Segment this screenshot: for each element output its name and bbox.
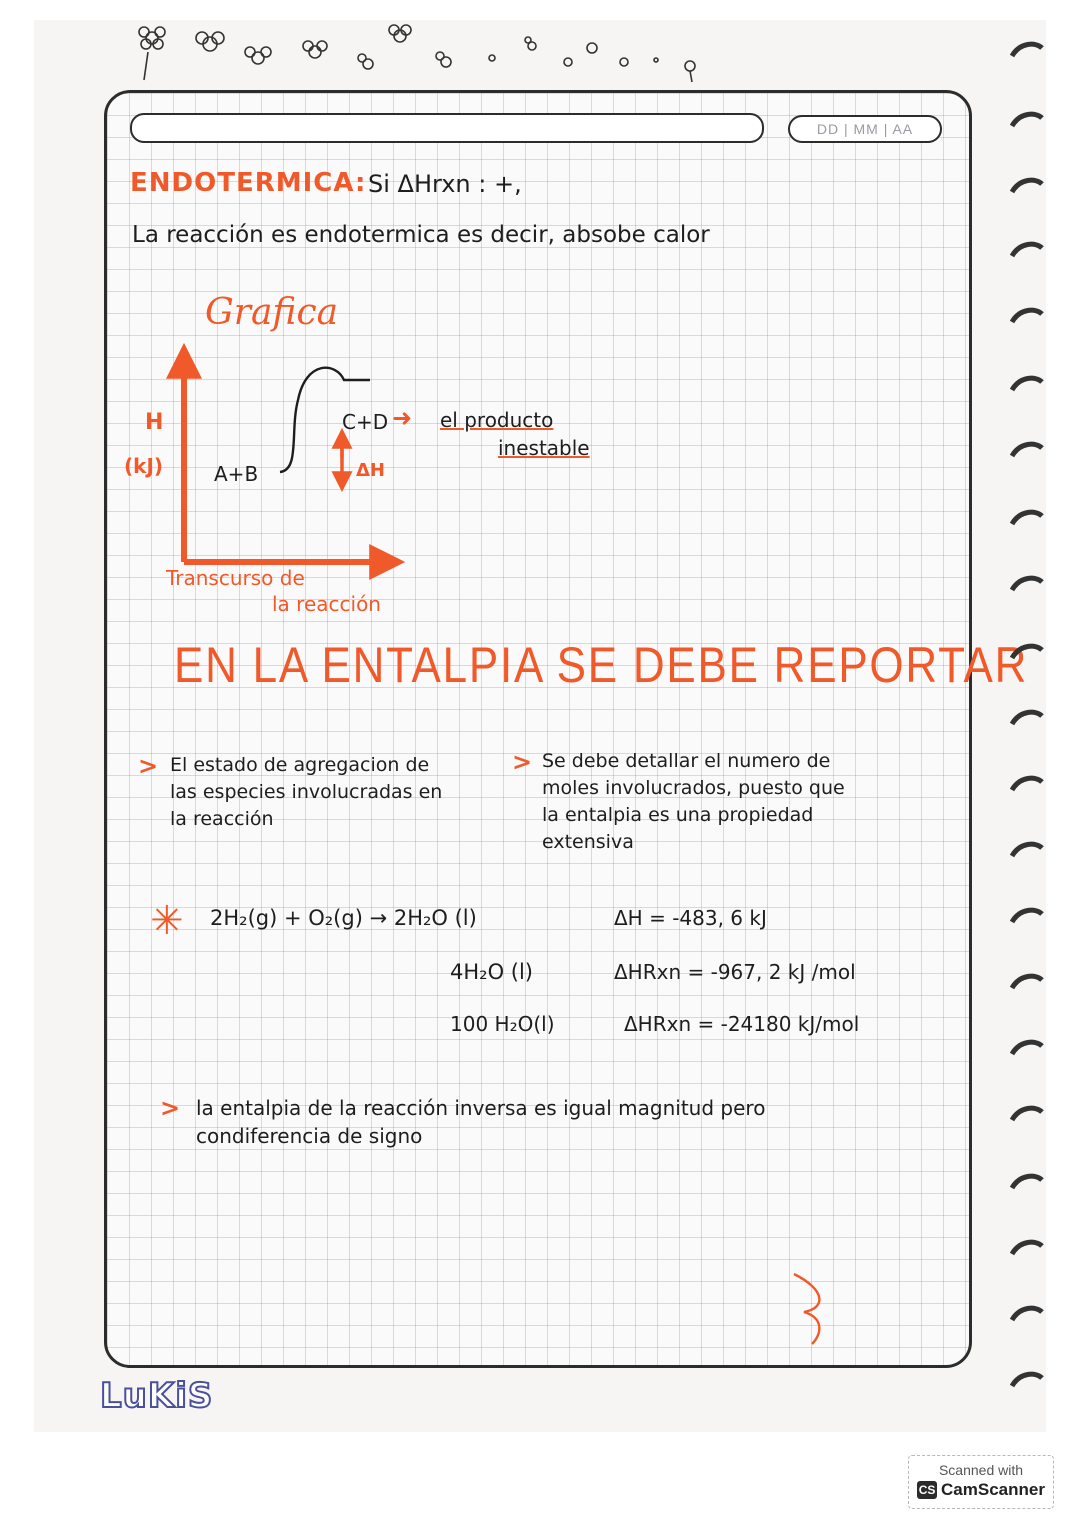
final-note [196,1094,765,1150]
y-axis-label-unit: (kJ) [124,454,164,478]
delta-h-2: ΔHRxn = -967, 2 kJ /mol [614,960,856,984]
bullet-right-text [542,748,845,856]
bullet-left-line-3: la reacción [170,808,274,830]
amount-2: 4H₂O (l) [450,960,533,984]
bullet-right-line-4: extensiva [542,831,634,853]
endothermic-condition: Si ΔHrxn : +, [368,170,522,198]
flower-doodles [110,18,710,88]
note-arrow: ➜ [392,404,413,432]
x-axis-label-2: la reacción [272,592,381,616]
bullet-right-line-1: Se debe detallar el numero de [542,750,831,772]
reaction-equation: 2H₂(g) + O₂(g) → 2H₂O (l) [210,906,477,930]
title-bar [130,113,764,143]
camscanner-logo-icon: CS [918,1483,936,1497]
delta-h-label: ΔH [356,460,385,481]
page-mark [786,1268,836,1348]
bullet-left-line-1: El estado de agregacion de [170,754,430,776]
products-label: C+D [342,410,389,434]
reactants-label: A+B [214,462,259,486]
date-field: DD | MM | AA [788,115,942,143]
bullet-right-line-2: moles involucrados, puesto que [542,777,845,799]
bullet-right-marker: > [512,748,533,776]
bullet-right-line-3: la entalpia es una propiedad [542,804,814,826]
final-note-line-1: la entalpia de la reacción inversa es igual magnitud pero [196,1096,766,1120]
scanner-badge [908,1455,1054,1509]
graph-title: Grafica [205,292,339,333]
product-note: el producto [440,408,554,432]
signature-logo: LuKiS [100,1376,214,1416]
unstable-note: inestable [498,436,590,460]
bullet-left-line-2: las especies involucradas en [170,781,443,803]
delta-h-1: ΔH = -483, 6 kJ [614,906,767,930]
scanner-brand [909,1480,1053,1500]
page-frame [104,90,972,1368]
bullet-left-marker: > [138,752,159,780]
y-axis-label-h: H [145,410,164,435]
amount-3: 100 H₂O(l) [450,1012,555,1036]
final-bullet-marker: > [160,1094,181,1122]
delta-h-3: ΔHRxn = -24180 kJ/mol [624,1012,860,1036]
final-note-line-2: condiferencia de signo [196,1124,423,1148]
scanner-caption: Scanned with [938,1462,1024,1478]
heading-endotermica: ENDOTERMICA: [130,168,367,198]
scanner-brand-name: CamScanner [941,1480,1045,1499]
endothermic-sentence: La reacción es endotermica es decir, absobe calor [132,222,710,248]
asterisk-icon: ✳ [150,898,184,944]
enthalpy-diagram [140,340,440,590]
x-axis-label-1: Transcurso de [166,566,305,590]
section-title: EN LA ENTALPIA SE DEBE REPORTAR [174,637,1029,693]
bullet-left-text [170,752,442,833]
